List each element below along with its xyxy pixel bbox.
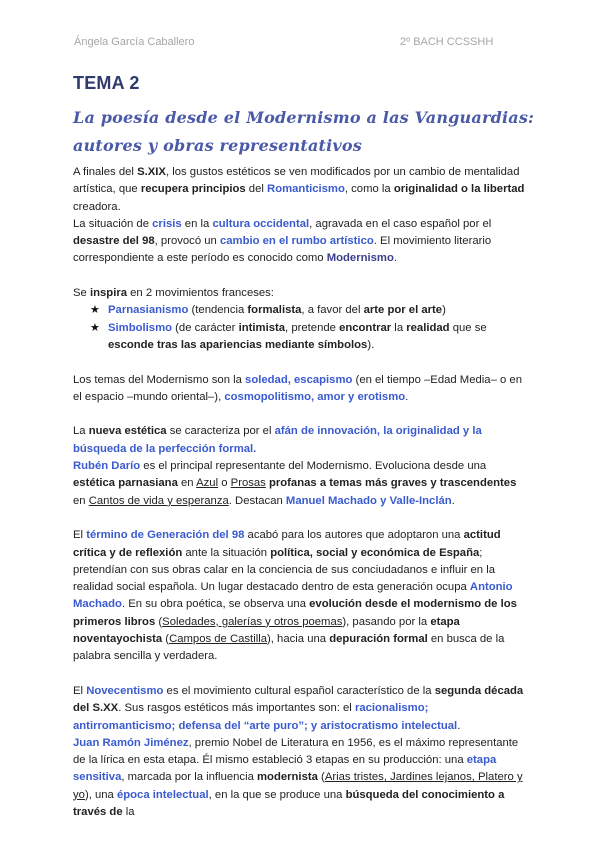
page-subtitle: La poesía desde el Modernismo a las Vanguardias: autores y obras representativos [73, 108, 535, 155]
list-item [90, 302, 531, 319]
book-title: Campos de Castilla [169, 633, 268, 646]
text: es el principal representante del Modernismo. Evoluciona desde una [140, 460, 487, 473]
bold-text: encontrar [339, 321, 392, 334]
text: , premio Nobel de Literatura en 1956, es el máximo representante de la lírica en esta etapa. Él mismo estableció 3 etapas en su producción: una [73, 736, 519, 767]
highlight-term: Juan Ramón Jiménez [73, 736, 189, 749]
text: , a favor del [301, 304, 364, 317]
paragraph-new-aesthetic [73, 423, 531, 458]
paragraph-ruben-dario [73, 458, 531, 510]
text: . [405, 390, 409, 403]
text: es el movimiento cultural español característico de la [163, 684, 435, 697]
highlight-term: afán de innovación, la originalidad y la búsqueda de la perfección formal. [73, 425, 482, 455]
page-title: TEMA 2 [73, 73, 140, 93]
paragraph-juan-ramon-jimenez [73, 735, 531, 821]
text: . El movimiento literario correspondiente a este período es conocido como [73, 235, 492, 265]
text: en [177, 477, 197, 490]
text: ), una [84, 788, 117, 801]
movements-list [73, 302, 531, 354]
text: . [451, 494, 455, 507]
bold-text: profanas a temas más graves y trascendentes [265, 477, 517, 490]
text: . Destacan [228, 494, 286, 507]
book-title: Azul [196, 477, 219, 490]
paragraph-novecentismo [73, 683, 531, 735]
book-title: Cantos de vida y esperanza [88, 494, 229, 507]
highlight-term: Manuel Machado y Valle-Inclán [285, 494, 452, 507]
highlight-term: cultura occidental [212, 217, 310, 230]
text: ( [317, 771, 325, 784]
text: ( [155, 615, 163, 628]
bold-text: S.XIX [137, 166, 166, 178]
bold-text: actitud crítica y de reflexión [73, 529, 501, 559]
text: , los gustos estéticos se ven modificados por un cambio de mentalidad artística, que [73, 166, 520, 196]
bold-text: formalista [247, 304, 302, 317]
bold-text: política, social y económica de España [270, 546, 480, 559]
highlight-term: época intelectual [116, 788, 209, 801]
bold-text: esconde tras las apariencias mediante símbolos [108, 338, 368, 351]
text: Los temas del Modernismo son la [73, 373, 246, 386]
highlight-term: Rubén Darío [73, 460, 141, 473]
book-title: Prosas [230, 477, 266, 490]
highlight-term: soledad, escapismo [245, 373, 353, 386]
text: (de carácter [172, 321, 239, 334]
bold-text: búsqueda del conocimiento a través de [73, 788, 505, 818]
text: ( [162, 633, 170, 646]
text: en la [181, 217, 213, 230]
text: la [122, 805, 135, 818]
book-title: Soledades, galerías y otros poemas [162, 615, 343, 628]
text: , agravada en el caso español por el [309, 217, 492, 230]
book-title: Arias tristes, Jardines lejanos, Platero y yo [73, 771, 523, 801]
bold-text: intimista [238, 321, 286, 334]
text: ) [442, 304, 446, 317]
bold-text: desastre del 98 [73, 235, 155, 248]
bold-text: modernista [257, 771, 318, 784]
bold-text: inspira [89, 287, 128, 300]
highlight-term: Novecentismo [86, 684, 164, 697]
header-course: 2º BACH CCSSHH [400, 36, 494, 48]
list-item [90, 320, 531, 355]
text: , como la [344, 183, 394, 196]
document-body [73, 164, 531, 821]
highlight-term: Antonio Machado [73, 581, 513, 611]
text: , pretende [285, 321, 340, 334]
text: acabó para los autores que adoptaron una [244, 529, 464, 542]
text: ; pretendían con sus obras calar en la conciencia de sus conciudadanos e influir en la realidad social española. Un lugar destacado dentro de esta generación ocupa [73, 546, 496, 594]
text: en [73, 494, 89, 507]
bold-text: recupera principios [140, 183, 246, 196]
bold-text: segunda década del S.XX [73, 684, 524, 715]
highlight-term: Romanticismo [267, 183, 345, 196]
text: El [73, 529, 87, 542]
text: creadora. [73, 200, 121, 213]
text: o [218, 477, 231, 490]
text: La [73, 425, 89, 438]
text: ante la situación [182, 546, 271, 559]
bold-text: realidad [406, 321, 450, 334]
highlight-term: racionalismo; antirromanticismo; defensa del “arte puro”; y aristocratismo intelectual [73, 702, 458, 732]
star-icon: ★ [90, 304, 100, 317]
highlight-term: término de Generación del 98 [86, 529, 245, 542]
text: se caracteriza por el [166, 425, 275, 438]
text: , marcada por la influencia [121, 771, 257, 784]
text: ), hacia una [267, 633, 330, 646]
bold-text: etapa noventayochista [73, 615, 460, 646]
text: Se [73, 287, 90, 300]
text: la [391, 321, 407, 334]
paragraph-themes [73, 372, 531, 407]
highlight-term: etapa sensitiva [73, 754, 497, 784]
paragraph-influences [73, 285, 531, 302]
bold-text: depuración formal [329, 633, 428, 646]
text: . [393, 252, 398, 265]
text: ). [367, 338, 375, 351]
bold-text: evolución desde el modernismo de los primeros libros [73, 598, 517, 628]
star-icon: ★ [90, 321, 100, 334]
text: (en el tiempo –Edad Media– o en el espacio –mundo oriental–), [73, 373, 522, 403]
text: . [457, 719, 461, 732]
text: que se [449, 321, 487, 334]
text: , en la que se produce una [208, 788, 346, 801]
highlight-term: crisis [152, 217, 182, 230]
bold-text: estética parnasiana [73, 477, 178, 490]
text: (tendencia [188, 304, 248, 317]
bold-text: nueva estética [88, 425, 167, 438]
text: en busca de la palabra sencilla y verdadera. [73, 633, 505, 663]
paragraph-generation-98 [73, 527, 531, 665]
text: , provocó un [154, 235, 220, 248]
text: La situación de [73, 217, 153, 230]
highlight-term: Modernismo [326, 252, 394, 265]
paragraph-intro [73, 164, 531, 216]
text: . En su obra poética, se observa una [121, 598, 310, 611]
text: . Sus rasgos estéticos más importantes son: el [118, 702, 355, 715]
bold-text: originalidad o la libertad [393, 183, 525, 196]
text: en 2 movimientos franceses: [127, 287, 274, 300]
text: del [245, 183, 268, 196]
text: A finales del [73, 166, 138, 178]
highlight-term: cosmopolitismo, amor y erotismo [224, 390, 406, 403]
highlight-term: cambio en el rumbo artístico [219, 235, 374, 248]
text: ), pasando por la [342, 615, 431, 628]
text: El [73, 684, 87, 697]
highlight-term: Simbolismo [108, 321, 173, 334]
paragraph-crisis [73, 216, 531, 268]
header-author: Ángela García Caballero [74, 36, 195, 48]
highlight-term: Parnasianismo [108, 304, 189, 317]
bold-text: arte por el arte [363, 304, 443, 317]
